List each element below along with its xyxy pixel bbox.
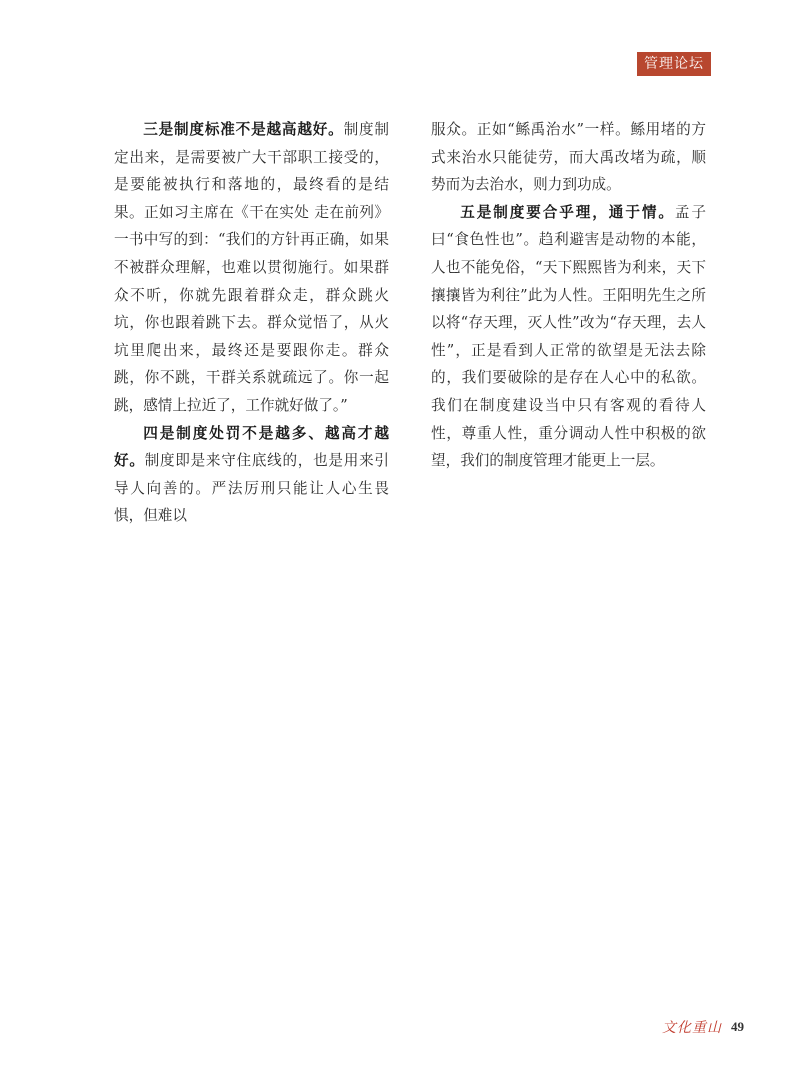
- left-column: [114, 116, 389, 530]
- paragraph-institution-punishment: [114, 420, 389, 530]
- magazine-logo: 文化重山: [662, 1020, 722, 1036]
- paragraph-lead: 五是制度要合乎理，通于情。: [460, 203, 675, 221]
- paragraph-continuation: [431, 116, 706, 199]
- paragraph-reason-and-sentiment: [431, 199, 706, 475]
- paragraph-body: 孟子曰“食色性也”。趋利避害是动物的本能，人也不能免俗，“天下熙熙皆为利来，天下攘攘皆为利往”此为人性。王阳明先生之所以将“存天理，灭人性”改为“存天理，去人性”，正是看到人正常的欲望是无法去除的，我们要破除的是存在人心中的私欲。我们在制度建设当中只有客观的看待人性，尊重人性，重分调动人性中积极的欲望，我们的制度管理才能更上一层。: [431, 203, 706, 470]
- paragraph-body: 制度制定出来，是需要被广大干部职工接受的，是要能被执行和落地的，最终看的是结果。正如习主席在《干在实处 走在前列》一书中写的到：“我们的方针再正确，如果不被群众理解，也难以贯彻施行。如果群众不听，你就先跟着群众走，群众跳火坑，你也跟着跳下去。群众觉悟了，从火坑里爬出来，最终还是要跟你走。群众跳，你不跳，干群关系就疏远了。你一起跳，感情上拉近了，工作就好做了。”: [114, 121, 389, 414]
- paragraph-lead: 四是制度处罚不是越多、越高才越好。: [114, 424, 389, 470]
- paragraph-lead: 三是制度标准不是越高越好。: [143, 121, 344, 138]
- page-number: 49: [731, 1019, 744, 1034]
- paragraph-institution-standard: [114, 116, 389, 420]
- right-column: [431, 116, 706, 475]
- paragraph-body: 制度即是来守住底线的，也是用来引导人向善的。严法厉刑只能让人心生畏惧，但难以: [114, 452, 389, 525]
- paragraph-body: 服众。正如“鲧禹治水”一样。鲧用堵的方式来治水只能徒劳，而大禹改堵为疏，顺势而为去治水，则力到功成。: [431, 121, 706, 194]
- page-footer: [662, 1015, 744, 1039]
- column-tag: 管理论坛: [637, 52, 711, 76]
